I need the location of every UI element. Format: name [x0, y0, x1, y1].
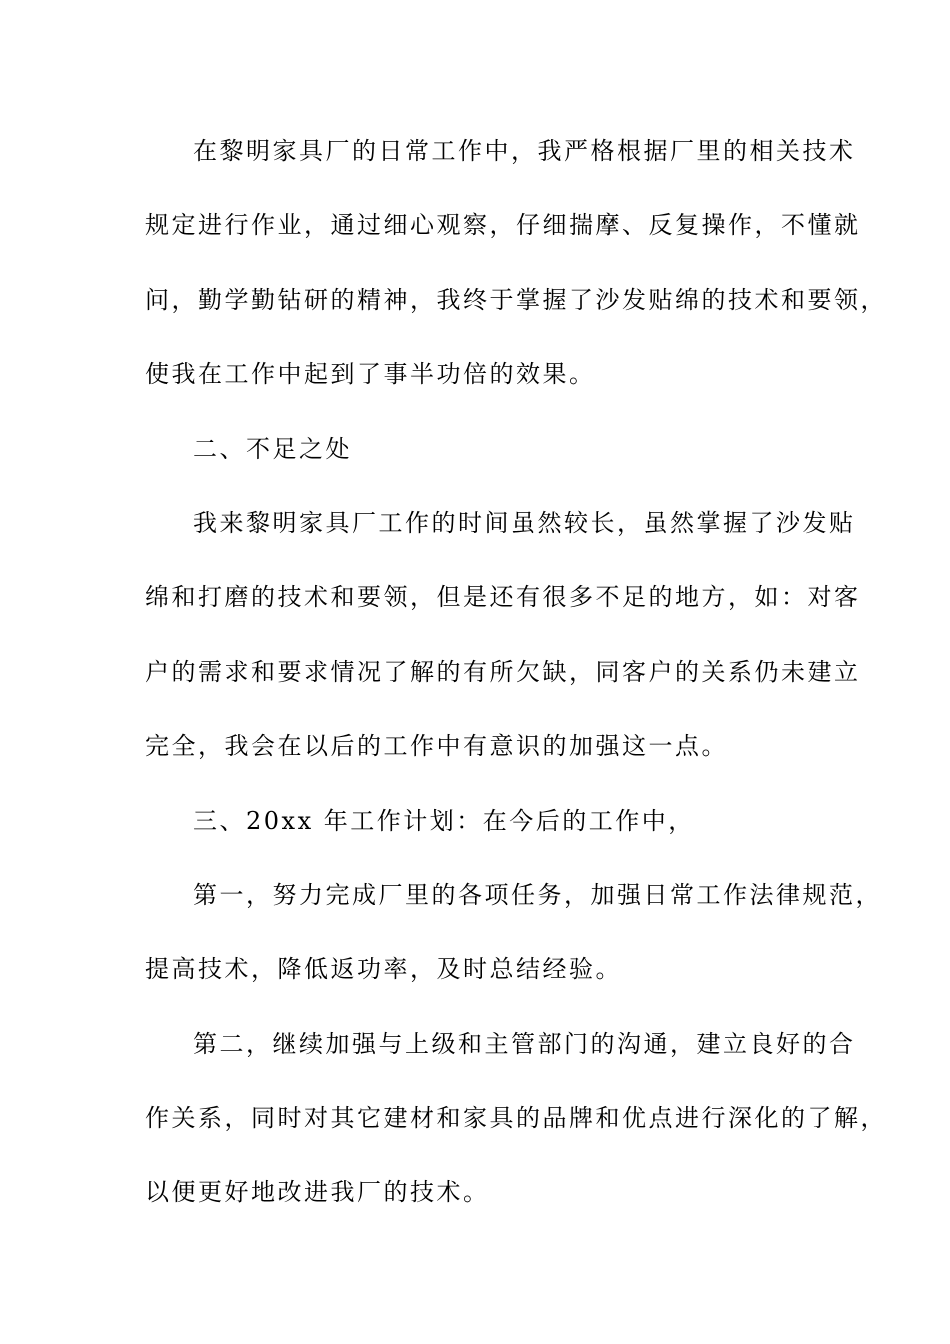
- paragraph-2-line-1: 我来黎明家具厂工作的时间虽然较长，虽然掌握了沙发贴: [193, 508, 856, 537]
- paragraph-3-line-2: 提高技术，降低返功率，及时总结经验。: [145, 955, 622, 984]
- paragraph-2-line-4: 完全，我会在以后的工作中有意识的加强这一点。: [145, 732, 728, 761]
- paragraph-4-line-1: 第二，继续加强与上级和主管部门的沟通，建立良好的合: [193, 1029, 856, 1058]
- section-heading-shortcomings: 二、不足之处: [193, 434, 352, 463]
- paragraph-1-line-3: 问，勤学勤钻研的精神，我终于掌握了沙发贴绵的技术和要领，: [145, 285, 887, 314]
- paragraph-4-line-2: 作关系，同时对其它建材和家具的品牌和优点进行深化的了解，: [145, 1104, 887, 1133]
- document-body: [145, 128, 887, 1244]
- paragraph-2-line-3: 户的需求和要求情况了解的有所欠缺，同客户的关系仍未建立: [145, 657, 861, 686]
- section-heading-work-plan: 三、20xx 年工作计划：在今后的工作中，: [193, 806, 695, 835]
- paragraph-3-line-1: 第一，努力完成厂里的各项任务，加强日常工作法律规范，: [193, 880, 882, 909]
- paragraph-2-line-2: 绵和打磨的技术和要领，但是还有很多不足的地方，如：对客: [145, 583, 861, 612]
- paragraph-1-line-4: 使我在工作中起到了事半功倍的效果。: [145, 360, 596, 389]
- paragraph-1-line-1: 在黎明家具厂的日常工作中，我严格根据厂里的相关技术: [193, 137, 856, 165]
- paragraph-1-line-2: 规定进行作业，通过细心观察，仔细揣摩、反复操作，不懂就: [145, 211, 861, 240]
- paragraph-4-line-3: 以便更好地改进我厂的技术。: [145, 1178, 490, 1207]
